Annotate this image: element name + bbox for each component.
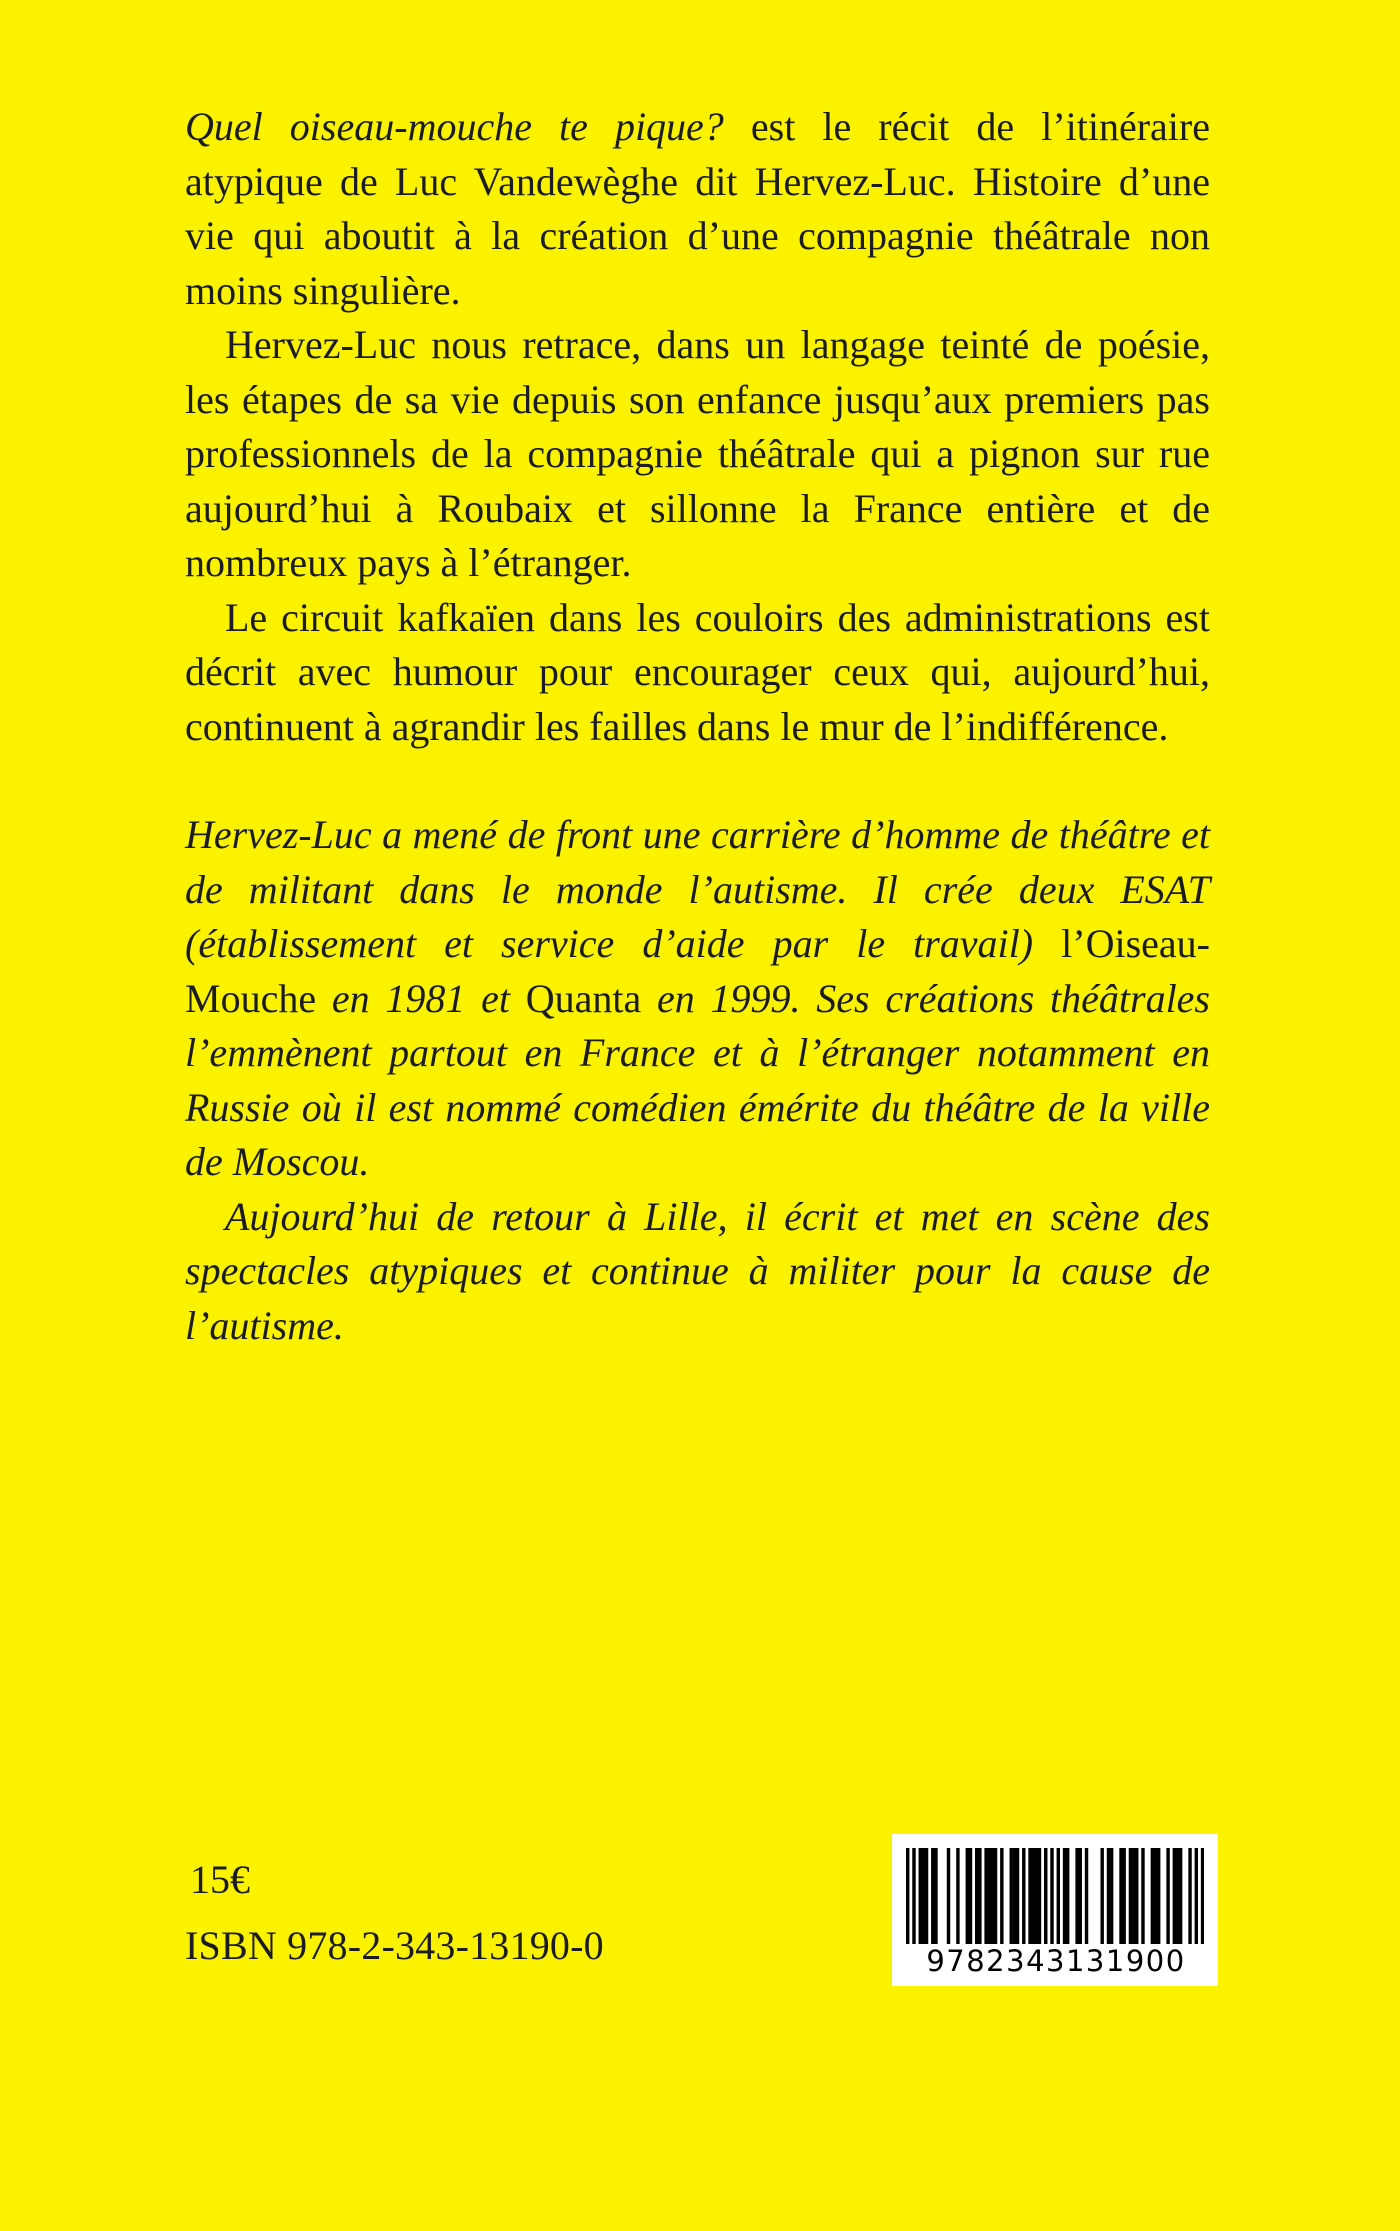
barcode-bar [984,1848,987,1944]
barcode-bar [988,1848,991,1944]
company-name-oiseau-mouche: l’Oiseau-Mouche [185,921,1210,1021]
barcode-bar [1173,1848,1176,1944]
barcode-bar [1079,1848,1082,1944]
barcode-bar [1016,1848,1019,1944]
barcode-bar [1107,1848,1110,1944]
barcode-bar [1119,1848,1122,1944]
barcode-bar [1135,1848,1138,1944]
barcode-bar [906,1848,909,1944]
barcode-bar [912,1848,915,1944]
barcode-bar [1132,1848,1135,1944]
summary-paragraph-1-text: est le récit de l’itinéraire atypique de Luc Vandewèghe dit Hervez-Luc. Histoire d’une vie qui aboutit à la création d’une compagnie théâtrale non moins singulière. [185,104,1210,313]
barcode-bars [906,1848,1204,1944]
barcode-bar [1022,1848,1025,1944]
barcode-bar [978,1848,981,1944]
barcode-bar [919,1848,922,1944]
barcode-bar [1151,1848,1154,1944]
barcode-bar [1000,1848,1003,1944]
barcode-bar [1044,1848,1047,1944]
summary-paragraph-3: Le circuit kafkaïen dans les couloirs des administrations est décrit avec humour pour encourager ceux qui, aujourd’hui, continuent à agrandir les failles dans le mur de l’indifférence. [185,594,1210,749]
barcode-bar [1188,1848,1191,1944]
barcode-bar [1028,1848,1031,1944]
barcode-bar [1110,1848,1113,1944]
barcode-bar [1063,1848,1066,1944]
barcode-bar [975,1848,978,1944]
barcode-bar [956,1848,959,1944]
barcode-bar [1050,1848,1053,1944]
company-name-quanta: Quanta [525,975,642,1021]
barcode-bar [931,1848,934,1944]
barcode-bar [1166,1848,1169,1944]
author-bio-text-b: en 1981 et [316,975,526,1021]
barcode-bar [991,1848,994,1944]
barcode-bar [934,1848,937,1944]
author-bio-paragraph-2: Aujourd’hui de retour à Lille, il écrit et met en scène des spectacles atypiques et continue à militer pour la cause de l’autisme. [185,1193,1210,1348]
barcode-bar [947,1848,950,1944]
barcode-bar [925,1848,928,1944]
barcode-bar [1129,1848,1132,1944]
barcode-bar [1154,1848,1157,1944]
barcode-bar [1031,1848,1034,1944]
barcode-digits: 9782343131900 [926,1944,1186,1978]
barcode-bar [1085,1848,1088,1944]
barcode-bar [1075,1848,1078,1944]
barcode-bar [1066,1848,1069,1944]
back-cover-text [185,100,1210,1353]
barcode-bar [1176,1848,1179,1944]
isbn: ISBN 978-2-343-13190-0 [185,1923,604,1968]
barcode-bar [966,1848,969,1944]
book-title: Quel oiseau-mouche te pique? [185,104,724,149]
barcode-bar [969,1848,972,1944]
barcode [892,1834,1218,1986]
summary-paragraph-2: Hervez-Luc nous retrace, dans un langage teinté de poésie, les étapes de sa vie depuis son enfance jusqu’aux premiers pas professionnels de la compagnie théâtrale qui a pignon sur rue aujourd’hui à Roubaix et sillonne la France entière et de nombreux pays à l’étranger. [185,322,1210,585]
summary-paragraph-1 [185,100,1210,318]
barcode-bar [1010,1848,1013,1944]
barcode-bar [1157,1848,1160,1944]
barcode-bar [1141,1848,1144,1944]
barcode-bar [1057,1848,1060,1944]
barcode-bar [1038,1848,1041,1944]
barcode-bar [1100,1848,1103,1944]
barcode-bar [922,1848,925,1944]
barcode-bar [1035,1848,1038,1944]
author-bio-paragraph-1 [185,808,1210,1190]
barcode-bar [1201,1848,1204,1944]
barcode-bar [1013,1848,1016,1944]
barcode-bar [1122,1848,1125,1944]
barcode-bar [994,1848,997,1944]
author-bio-text-c: en 1999. Ses créations théâtrales l’emmènent partout en France et à l’étranger notamment en Russie où il est nommé comédien émérite du théâtre de la ville de Moscou. [185,975,1210,1184]
barcode-bar [1179,1848,1182,1944]
price: 15€ [190,1857,250,1902]
barcode-bar [1195,1848,1198,1944]
author-bio-text-a: Hervez-Luc a mené de front une carrière d’homme de théâtre et de militant dans le monde l’autisme. Il crée deux ESAT (établissement et service d’aide par le travail) [185,812,1210,966]
